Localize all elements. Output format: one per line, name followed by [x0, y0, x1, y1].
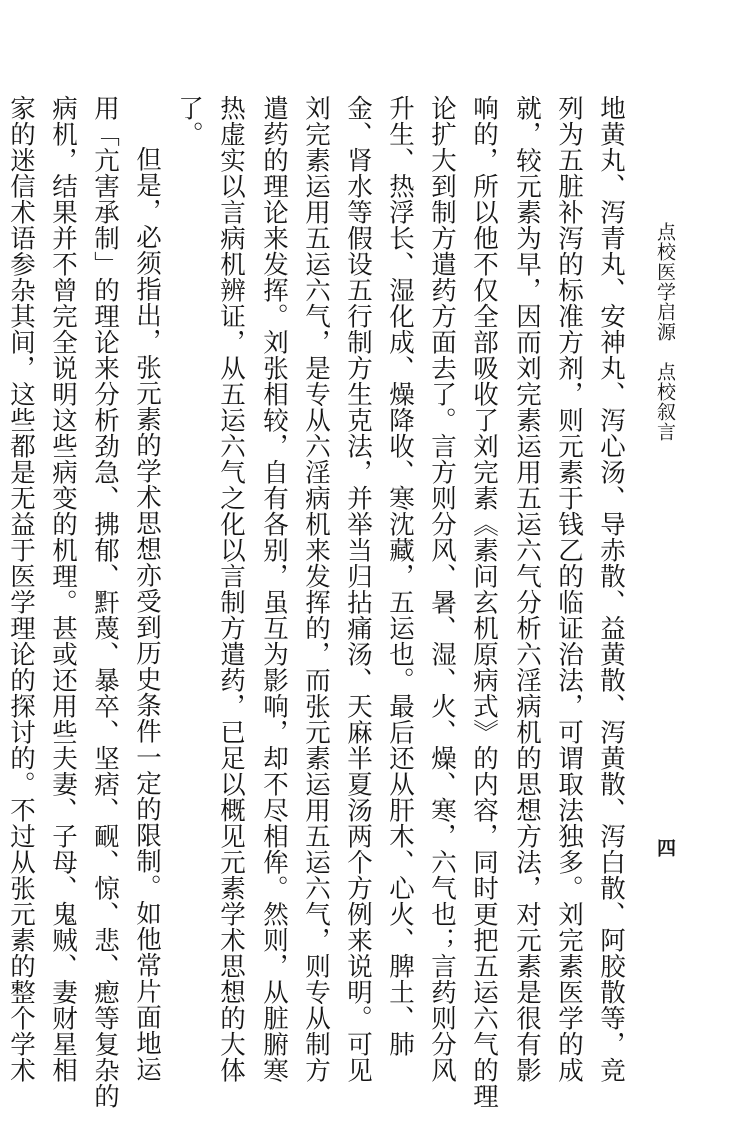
- text-column: 金、肾水等假设五行制方生克法，并举当归拈痛汤、天麻半夏汤两个方例来说明。可见: [343, 95, 373, 1083]
- text-column: 热虚实以言病机辨证，从五运六气之化以言制方遣药，已足以概见元素学术思想的大体: [216, 95, 246, 1083]
- page-number: 四: [654, 838, 676, 857]
- text-column: 刘完素运用五运六气，是专从六淫病机来发挥的，而张元素运用五运六气，则专从制方: [301, 95, 331, 1083]
- running-header: 点校医学启源 点校叙言: [654, 222, 676, 442]
- text-column: 但是，必须指出，张元素的学术思想亦受到历史条件一定的限制。如他常片面地运: [132, 146, 162, 1082]
- text-column: 遣药的理论来发挥。刘张相较，自有各别，虽互为影响，却不尽相侔。然则，从脏腑寒: [259, 95, 289, 1083]
- text-column: 列为五脏补泻的标准方剂，则元素于钱乙的临证治法，可谓取法独多。刘完素医学的成: [554, 95, 584, 1083]
- text-column: 论扩大到制方遣药方面去了。言方则分风、暑、湿、火、燥、寒，六气也；言药则分风: [427, 95, 457, 1083]
- text-column: 就，较元素为早，因而刘完素运用五运六气分析六淫病机的思想方法，对元素是很有影: [512, 95, 542, 1083]
- text-column: 家的迷信术语参杂其间，这些都是无益于医学理论的探讨的。不过从张元素的整个学术: [6, 95, 36, 1083]
- text-column: 了。: [174, 95, 204, 147]
- text-column: 升生、热浮长、湿化成、燥降收、寒沈藏，五运也。最后还从肝木、心火、脾土、肺: [385, 95, 415, 1057]
- text-column: 用「亢害承制」的理论来分析劲急、拂郁、䵟蔑、暴卒、坚痞、䩄、惊、悲、瘛等复杂的: [90, 95, 120, 1109]
- text-column: 病机，结果并不曾完全说明这些病变的机理。甚或还用些夫妻、子母、鬼贼、妻财星相: [48, 95, 78, 1083]
- text-column: 响的，所以他不仅全部吸收了刘完素《素问玄机原病式》的内容，同时更把五运六气的理: [469, 95, 499, 1109]
- text-column: 地黄丸、泻青丸、安神丸、泻心汤、导赤散、益黄散、泻黄散、泻白散、阿胶散等，竞: [596, 95, 626, 1083]
